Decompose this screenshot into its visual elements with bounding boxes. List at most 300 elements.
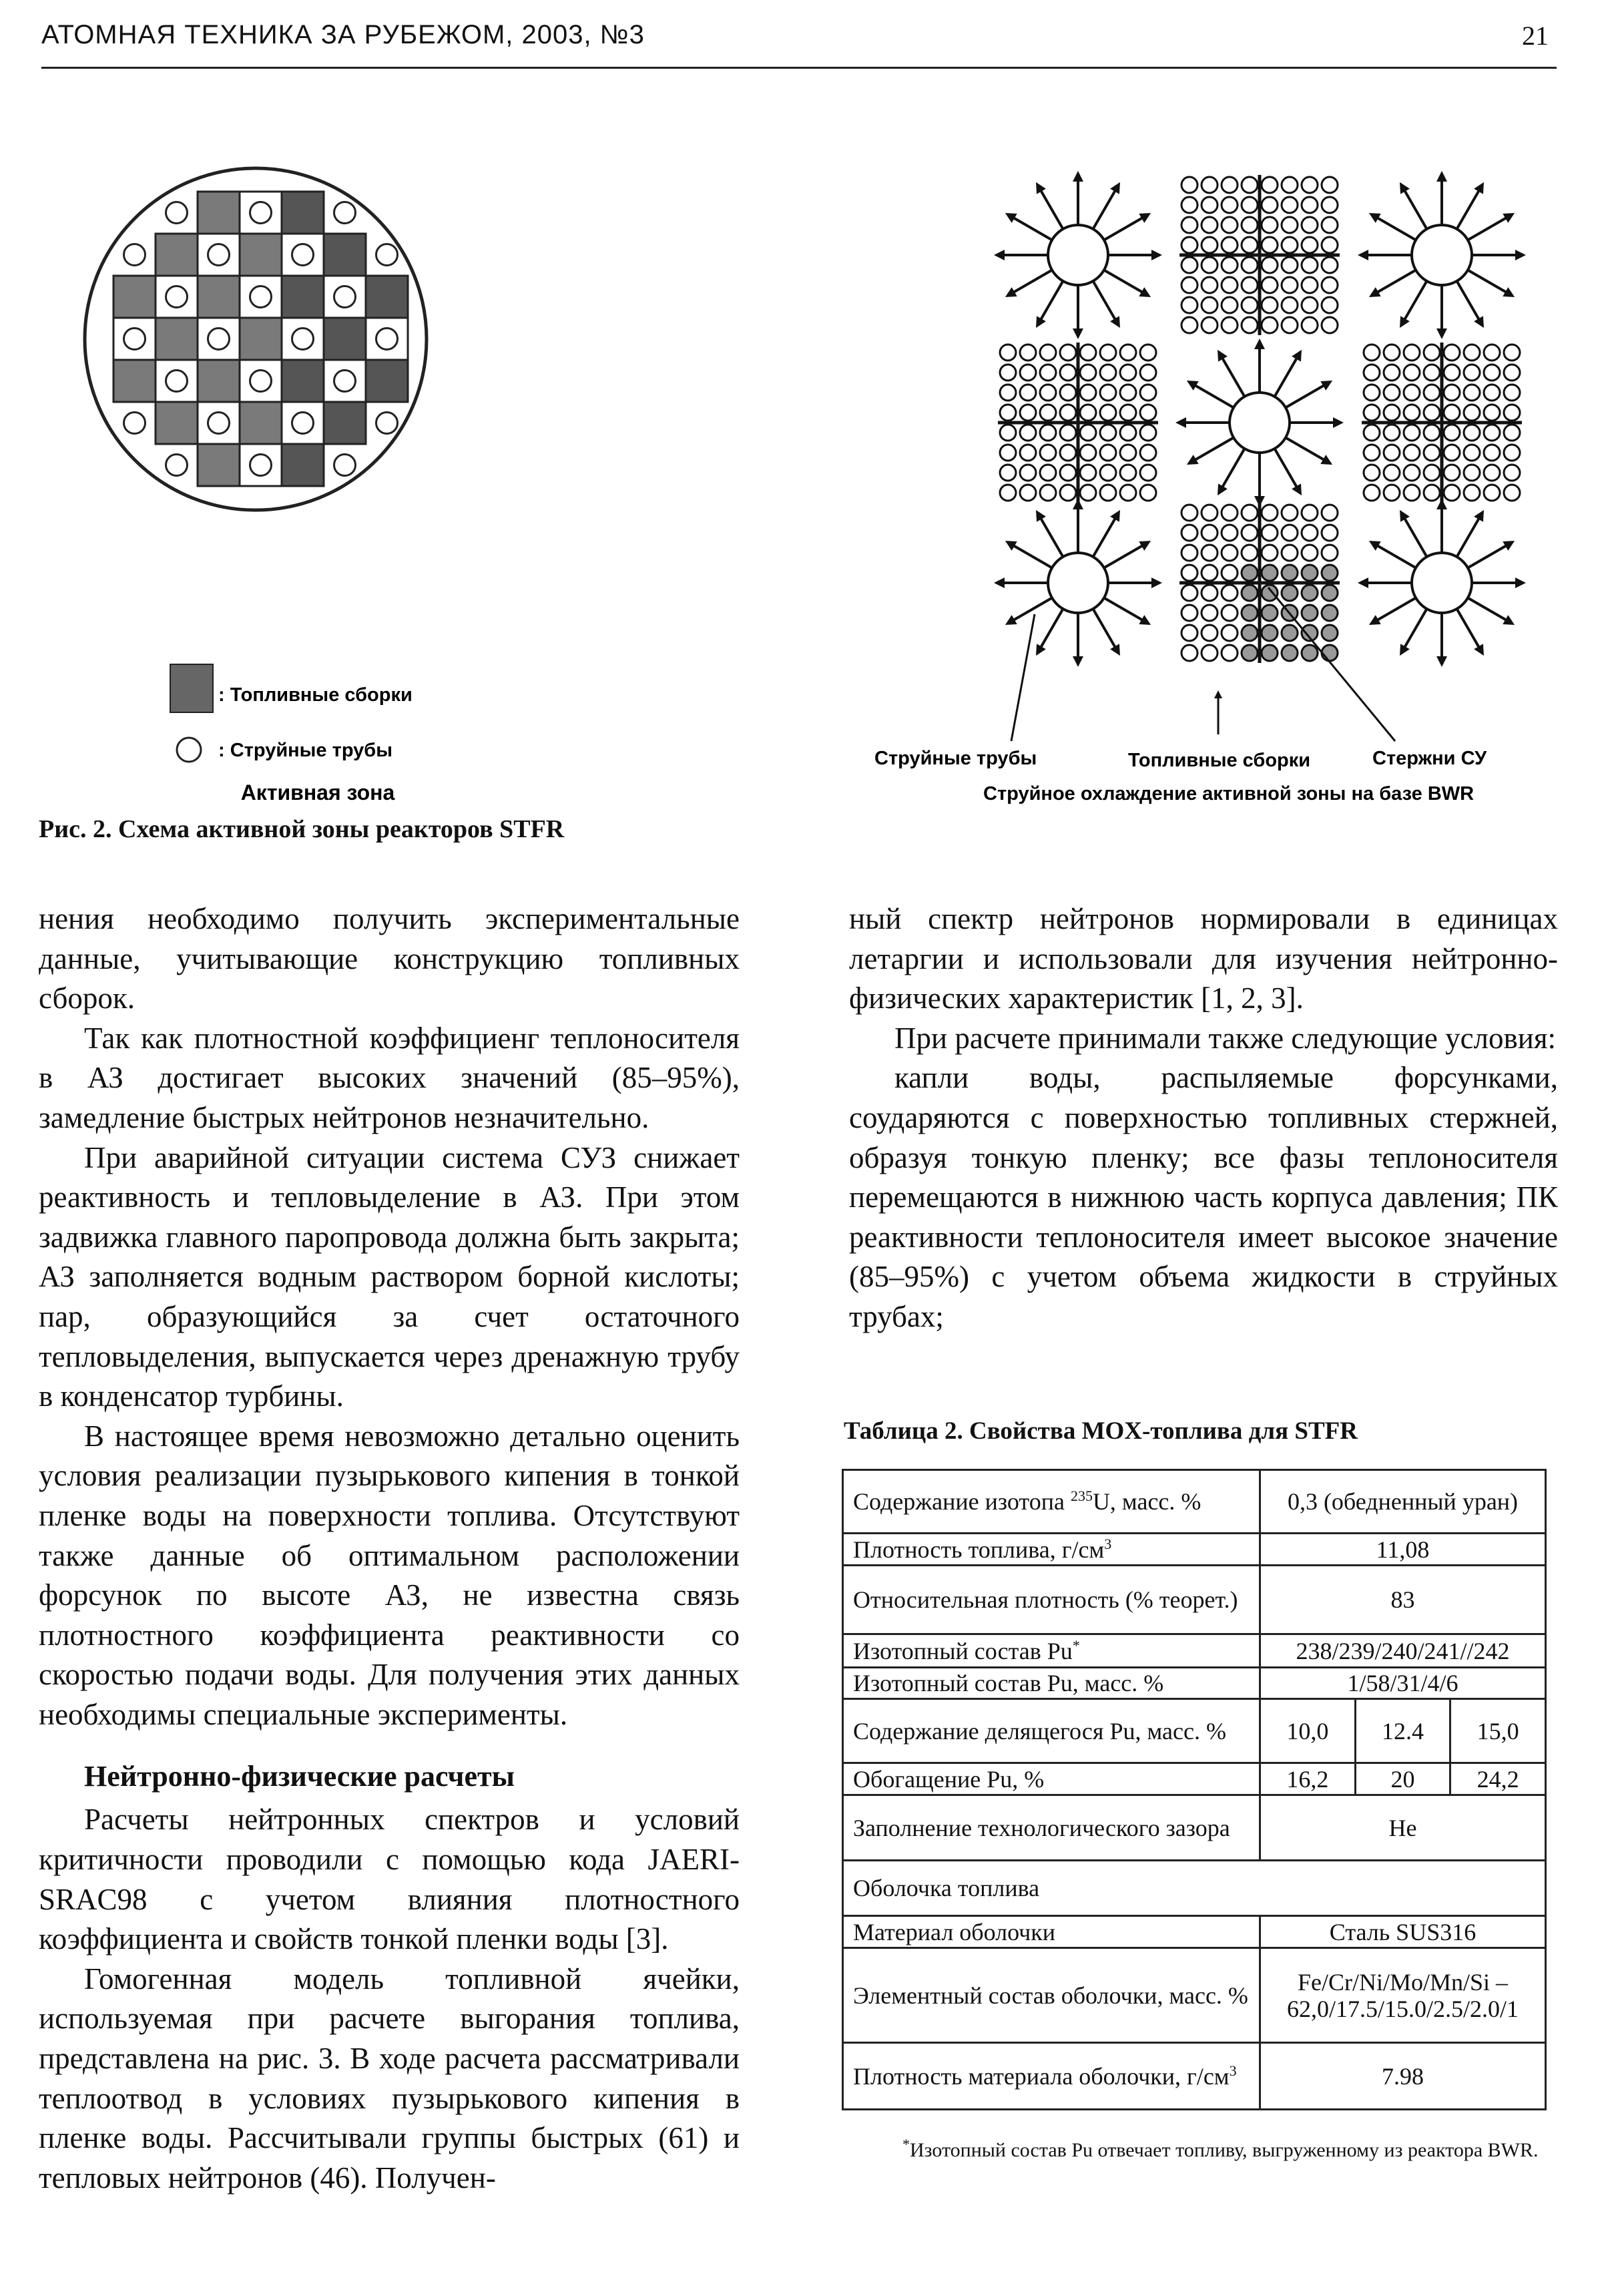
spray-arrow-icon [1457,187,1482,229]
legend-jet-circle-icon [177,738,201,762]
core-title: Активная зона [240,780,395,805]
fuel-assembly-cell [198,192,240,234]
fuel-rod-icon [1060,405,1076,421]
fuel-assembly-cell [113,360,156,402]
row-value: 11,08 [1260,1534,1546,1566]
fuel-rod-icon [1424,425,1440,441]
fuel-rod-icon [1302,505,1318,521]
fuel-rod-icon [1120,385,1136,401]
spray-arrow-icon [1374,543,1416,568]
fuel-assembly-cell [113,276,156,318]
row-value: 238/239/240/241//242 [1260,1634,1546,1668]
fuel-rod-icon [1222,237,1238,253]
fuel-rod-icon [1060,345,1076,361]
fuel-rod-icon [1484,425,1500,441]
fuel-rod-icon [1000,465,1016,481]
fuel-rod-icon [1404,425,1420,441]
row-value: Fe/Cr/Ni/Mo/Mn/Si – 62,0/17.5/15.0/2.5/2.0/1 [1260,1948,1546,2043]
fuel-rod-icon [1322,625,1338,641]
row-label-text: Плотность топлива, г/см [853,1536,1105,1563]
spray-arrow-icon [1286,438,1328,463]
fuel-rod-icon [1222,197,1238,213]
fuel-rod-icon [1242,197,1258,213]
fuel-rod-icon [1181,565,1197,581]
fuel-rod-icon [1404,385,1420,401]
jet-tube-icon [208,244,230,266]
fuel-rod-icon [1242,545,1258,561]
spray-arrow-icon [1191,438,1234,463]
row-value: He [1260,1795,1546,1861]
fuel-rod-icon [1020,465,1036,481]
fuel-rod-icon [1242,217,1258,233]
spray-arrow-icon [1457,609,1482,651]
fuel-rod-icon [1202,545,1218,561]
fuel-rod-icon [1202,237,1218,253]
fuel-rod-icon [1202,277,1218,293]
jet-tube-icon [334,455,356,476]
fuel-rod-icon [1262,565,1278,581]
fuel-rod-icon [1080,485,1096,501]
fuel-rod-icon [1000,405,1016,421]
fuel-rod-icon [1100,425,1116,441]
fuel-rod-icon [1242,177,1258,193]
fuel-rod-icon [1181,217,1197,233]
fuel-rod-icon [1222,277,1238,293]
fuel-rod-icon [1364,345,1380,361]
fuel-rod-icon [1262,177,1278,193]
table-row [843,1634,1546,1668]
spray-arrow-icon [1374,270,1416,295]
fuel-rod-icon [1302,605,1318,621]
fuel-rod-icon [1384,445,1400,461]
jet-tube-icon [292,413,314,434]
fuel-rod-icon [1181,237,1197,253]
page-number: 21 [1522,21,1549,51]
fuel-rod-icon [1464,405,1480,421]
fuel-rod-icon [1504,425,1520,441]
fuel-assembly-cell [156,402,198,444]
fuel-rod-icon [1302,565,1318,581]
fuel-rod-icon [1302,297,1318,313]
spray-arrow-icon [1039,281,1063,323]
fuel-rod-icon [1242,257,1258,273]
fuel-rod-icon [1040,445,1056,461]
fuel-rod-icon [1222,297,1238,313]
fuel-rod-icon [1444,345,1460,361]
fuel-rod-icon [1262,197,1278,213]
fuel-rod-icon [1322,605,1338,621]
bwr-title: Струйное охлаждение активной зоны на базе BWR [983,783,1475,805]
fuel-rod-icon [1060,365,1076,381]
fuel-rod-icon [1181,317,1197,333]
fuel-rod-icon [1282,237,1298,253]
table-row [843,1566,1546,1634]
fuel-rod-icon [1504,385,1520,401]
table-row [843,2043,1546,2110]
fuel-rod-icon [1040,345,1056,361]
fuel-rod-icon [1120,425,1136,441]
fuel-rod-icon [1302,585,1318,601]
fuel-rod-icon [1040,425,1056,441]
spray-arrow-icon [1010,216,1052,240]
fuel-rod-icon [1404,465,1420,481]
fuel-rod-icon [1242,565,1258,581]
fuel-rod-icon [1222,545,1238,561]
fuel-assembly-cell [324,234,366,276]
row-value: 0,3 (обедненный уран) [1260,1470,1546,1534]
row-value: 24,2 [1450,1763,1546,1795]
fuel-rod-icon [1322,585,1338,601]
table-footnote [849,2134,1550,2167]
fuel-rod-icon [1424,465,1440,481]
spray-arrow-icon [1104,270,1146,295]
fuel-rod-icon [1444,425,1460,441]
fuel-rod-icon [1100,445,1116,461]
journal-header: АТОМНАЯ ТЕХНИКА ЗА РУБЕЖОМ, 2003, №3 [41,20,645,49]
fuel-assembly-cell [198,360,240,402]
fuel-rod-icon [1040,365,1056,381]
paragraph: ный спектр нейтронов нормировали в единицах летаргии и использовали для изучения нейтронно-физических характеристик [1, 2, 3]. [849,902,1558,1015]
jet-tube-icon [1048,553,1108,613]
fuel-rod-icon [1202,297,1218,313]
row-label-text: Материал оболочки [853,1918,1056,1945]
row-label [843,1916,1260,1948]
fuel-rod-icon [1120,485,1136,501]
spray-arrow-icon [1457,515,1482,557]
jet-tube-icon [292,244,314,266]
spray-arrow-icon [1093,187,1118,229]
row-value: 7.98 [1260,2043,1546,2110]
spray-arrow-icon [1093,281,1118,323]
fuel-rod-icon [1181,197,1197,213]
left-column [39,899,740,2198]
fuel-rod-icon [1484,365,1500,381]
row-value: 15,0 [1450,1699,1546,1763]
spray-arrow-icon [1402,515,1427,557]
row-value: 10,0 [1260,1699,1356,1763]
fuel-rod-icon [1140,385,1156,401]
fuel-rod-icon [1444,465,1460,481]
fuel-rod-icon [1504,445,1520,461]
spray-arrow-icon [1468,543,1510,568]
jet-tube-icon [250,202,272,224]
fuel-rod-icon [1262,277,1278,293]
fuel-rod-icon [1322,505,1338,521]
figure-caption: Рис. 2. Схема активной зоны реакторов STFR [39,815,565,843]
spray-arrow-icon [1010,270,1052,295]
fuel-rod-icon [1222,217,1238,233]
paragraph: Так как плотностной коэффициенг теплоносителя в АЗ достигает высоких значений (85–95%), замедление быстрых нейтронов незначительно. [39,1021,740,1134]
spray-arrow-icon [1402,187,1427,229]
fuel-rod-icon [1302,317,1318,333]
fuel-rod-icon [1282,565,1298,581]
label-fuel-assemblies: Топливные сборки [1128,750,1311,771]
fuel-assembly-cell [198,276,240,318]
fuel-rod-icon [1060,425,1076,441]
fuel-rod-icon [1424,485,1440,501]
fuel-rod-icon [1424,385,1440,401]
row-label-text: Изотопный состав Pu, масс. % [853,1670,1164,1696]
fuel-rod-icon [1282,525,1298,541]
fuel-rod-icon [1424,365,1440,381]
fuel-assembly-cell [282,276,324,318]
fuel-rod-icon [1504,365,1520,381]
row-label [843,1763,1260,1795]
jet-tube-icon [250,455,272,476]
jet-tube-icon [1230,393,1290,453]
fuel-rod-icon [1140,485,1156,501]
fuel-rod-icon [1322,297,1338,313]
fuel-rod-icon [1222,317,1238,333]
jet-tube-icon [166,286,188,308]
fuel-rod-icon [1181,625,1197,641]
fuel-rod-icon [1020,425,1036,441]
fuel-assembly-cell [156,318,198,360]
fuel-rod-icon [1364,445,1380,461]
fuel-rod-icon [1202,605,1218,621]
fuel-rod-icon [1364,485,1380,501]
fuel-rod-icon [1322,257,1338,273]
table-caption: Таблица 2. Свойства MOX-топлива для STFR [844,1417,1358,1445]
fuel-rod-icon [1242,317,1258,333]
fuel-rod-icon [1080,425,1096,441]
fuel-rod-icon [1282,257,1298,273]
fuel-rod-icon [1202,197,1218,213]
fuel-rod-icon [1000,425,1016,441]
spray-arrow-icon [1286,383,1328,408]
spray-arrow-icon [1010,543,1052,568]
fuel-rod-icon [1020,345,1036,361]
row-label [843,1470,1260,1534]
paragraph: Гомогенная модель топливной ячейки, используемая при расчете выгорания топлива, представлена на рис. 3. В ходе расчета рассматривали теплоотвод в условиях пузырькового кипения в пленке воды. Рассчитывали группы быстрых (61) и тепловых нейтронов (46). Получен- [39,1962,740,2195]
table-row [843,1861,1546,1916]
footnote-text: Изотопный состав Pu отвечает топливу, выгруженному из реактора BWR. [910,2139,1539,2161]
fuel-assembly-cell [156,234,198,276]
fuel-rod-icon [1222,505,1238,521]
fuel-rod-icon [1302,645,1318,661]
fuel-rod-icon [1262,625,1278,641]
fuel-rod-icon [1404,485,1420,501]
fuel-rod-icon [1120,445,1136,461]
fuel-rod-icon [1384,465,1400,481]
fuel-rod-icon [1181,177,1197,193]
spray-arrow-icon [1468,598,1510,623]
fuel-rod-icon [1140,405,1156,421]
fuel-rod-icon [1080,465,1096,481]
fuel-rod-icon [1202,625,1218,641]
superscript: 235 [1070,1487,1093,1504]
bwr-jet-cooling-diagram [998,175,1522,741]
fuel-assembly-cell [324,318,366,360]
jet-tube-icon [292,328,314,350]
fuel-rod-icon [1181,605,1197,621]
fuel-rod-icon [1242,277,1258,293]
fuel-rod-icon [1282,645,1298,661]
fuel-rod-icon [1484,465,1500,481]
row-label [843,1795,1260,1861]
fuel-rod-icon [1282,545,1298,561]
jet-tube-icon [166,455,188,476]
jet-tube-icon [1412,225,1472,285]
fuel-rod-icon [1364,425,1380,441]
jet-tube-icon [334,286,356,308]
fuel-rod-icon [1282,217,1298,233]
fuel-rod-icon [1444,365,1460,381]
row-label-text: Относительная плотность (% теорет.) [853,1586,1238,1613]
legend-jet-label: : Струйные трубы [218,740,392,761]
fuel-rod-icon [1504,405,1520,421]
jet-tube-icon [166,371,188,392]
superscript: 3 [1104,1535,1112,1552]
fuel-rod-icon [1242,297,1258,313]
row-label-text: Изотопный состав Pu [853,1637,1073,1664]
row-label-text: Заполнение технологического зазора [853,1814,1230,1841]
jet-tube-icon [334,371,356,392]
row-value: 16,2 [1260,1763,1356,1795]
fuel-rod-icon [1262,237,1278,253]
fuel-rod-icon [1080,405,1096,421]
fuel-rod-icon [1242,525,1258,541]
fuel-rod-icon [1140,365,1156,381]
paragraph: Расчеты нейтронных спектров и условий критичности проводили с помощью кода JAERI-SRAC98 с учетом влияния плотностного коэффициента и свойств тонкой пленки воды [3]. [39,1803,740,1956]
fuel-rod-icon [1302,177,1318,193]
fuel-rod-icon [1222,257,1238,273]
leader-line [1011,614,1035,741]
fuel-rod-icon [1444,445,1460,461]
paragraph: При расчете принимали также следующие условия: [894,1021,1557,1055]
fuel-rod-icon [1100,485,1116,501]
fuel-rod-icon [1384,385,1400,401]
superscript: 3 [1229,2062,1237,2079]
fuel-rod-icon [1282,585,1298,601]
fuel-rod-icon [1140,465,1156,481]
fuel-rod-icon [1322,177,1338,193]
jet-tube-icon [166,202,188,224]
fuel-assembly-cell [366,276,408,318]
label-jet-tubes: Струйные трубы [874,748,1037,769]
jet-tube-icon [250,286,272,308]
fuel-rod-icon [1080,345,1096,361]
fuel-rod-icon [1020,445,1036,461]
fuel-rod-icon [1202,585,1218,601]
fuel-rod-icon [1202,257,1218,273]
fuel-rod-icon [1140,445,1156,461]
spray-arrow-icon [1402,609,1427,651]
fuel-rod-icon [1322,545,1338,561]
fuel-rod-icon [1464,425,1480,441]
fuel-rod-icon [1222,177,1238,193]
spray-arrow-icon [1104,216,1146,240]
spray-arrow-icon [1104,598,1146,623]
fuel-rod-icon [1364,385,1380,401]
row-label [843,1699,1260,1763]
spray-arrow-icon [1457,281,1482,323]
fuel-rod-icon [1222,585,1238,601]
table-row [843,1534,1546,1566]
fuel-rod-icon [1322,525,1338,541]
fuel-rod-icon [1242,237,1258,253]
fuel-rod-icon [1404,445,1420,461]
fuel-rod-icon [1100,365,1116,381]
fuel-rod-icon [1302,545,1318,561]
fuel-rod-icon [1262,257,1278,273]
fuel-rod-icon [1262,297,1278,313]
row-label-text: Элементный состав оболочки, масс. % [853,1982,1248,2009]
fuel-rod-icon [1100,385,1116,401]
legend-fuel-swatch-icon [170,664,213,712]
fuel-rod-icon [1384,425,1400,441]
jet-tube-icon [376,328,398,350]
row-value: 83 [1260,1566,1546,1634]
fuel-assembly-cell [240,402,282,444]
table-row [843,1699,1546,1763]
fuel-rod-icon [1262,317,1278,333]
spray-arrow-icon [1402,281,1427,323]
fuel-rod-icon [1181,257,1197,273]
spray-arrow-icon [1093,515,1118,557]
fuel-rod-icon [1040,405,1056,421]
fuel-rod-icon [1262,505,1278,521]
fuel-rod-icon [1322,317,1338,333]
spray-arrow-icon [1275,355,1300,397]
table-row [843,1668,1546,1699]
spray-arrow-icon [1374,216,1416,240]
row-label-text: Содержание делящегося Pu, масс. % [853,1717,1226,1745]
fuel-rod-icon [1000,485,1016,501]
fuel-rod-icon [1444,485,1460,501]
fuel-rod-icon [1262,585,1278,601]
fuel-rod-icon [1020,365,1036,381]
fuel-rod-icon [1464,365,1480,381]
fuel-rod-icon [1020,385,1036,401]
fuel-rod-icon [1202,505,1218,521]
fuel-rod-icon [1181,545,1197,561]
fuel-rod-icon [1364,465,1380,481]
jet-tube-icon [208,413,230,434]
fuel-rod-icon [1464,485,1480,501]
legend-fuel-label: : Топливные сборки [218,684,413,706]
fuel-rod-icon [1202,645,1218,661]
spray-arrow-icon [1374,598,1416,623]
fuel-assembly-cell [282,192,324,234]
fuel-rod-icon [1282,277,1298,293]
fuel-rod-icon [1322,645,1338,661]
fuel-rod-icon [1120,405,1136,421]
fuel-rod-icon [1060,465,1076,481]
fuel-assembly-cell [240,318,282,360]
row-value: Сталь SUS316 [1260,1916,1546,1948]
fuel-rod-icon [1080,445,1096,461]
fuel-rod-icon [1262,545,1278,561]
fuel-rod-icon [1302,237,1318,253]
fuel-rod-icon [1000,345,1016,361]
fuel-rod-icon [1282,505,1298,521]
fuel-rod-icon [1120,465,1136,481]
fuel-rod-icon [1060,385,1076,401]
row-label [843,1566,1260,1634]
right-column [849,899,1558,1337]
spray-arrow-icon [1191,383,1234,408]
fuel-rod-icon [1302,217,1318,233]
fuel-assembly-cell [240,234,282,276]
fuel-rod-icon [1181,277,1197,293]
fuel-rod-icon [1222,625,1238,641]
fuel-rod-icon [1181,505,1197,521]
fuel-rod-icon [1404,405,1420,421]
fuel-rod-icon [1242,625,1258,641]
fuel-rod-icon [1302,257,1318,273]
paragraph: При аварийной ситуации система СУЗ снижает реактивность и тепловыделение в АЗ. При этом задвижка главного паропровода должна быть закрыта; АЗ заполняется водным раствором борной кислоты; пар, образующийся за счет остаточного тепловыделения, выпускается через дренажную трубу в конденсатор турбины. [39,1140,740,1413]
